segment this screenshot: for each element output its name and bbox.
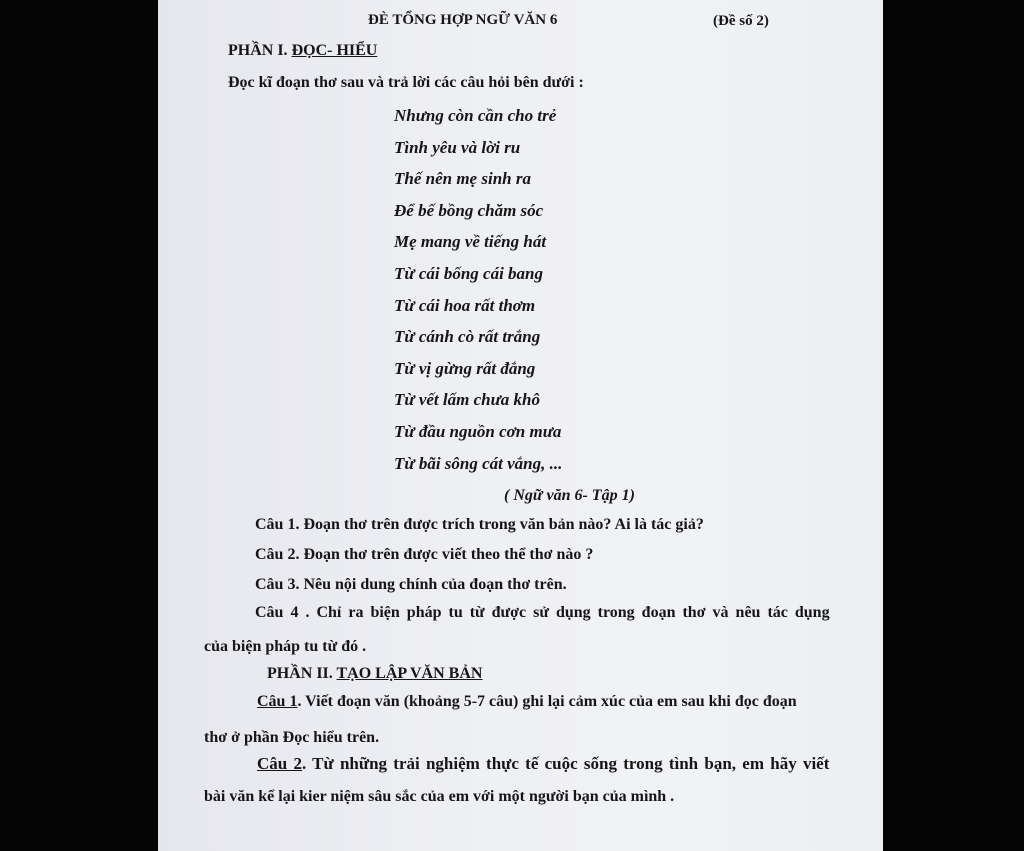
poem-line: Thế nên mẹ sinh ra	[394, 169, 531, 189]
poem-line: Để bế bồng chăm sóc	[394, 200, 544, 220]
exam-page	[158, 0, 883, 851]
poem-line: Tình yêu và lời ru	[394, 137, 521, 157]
poem-line: Mẹ mang về tiếng hát	[394, 232, 547, 252]
poem-line: Nhưng còn cần cho trẻ	[394, 106, 557, 125]
question-1: Câu 1. Đoạn thơ trên được trích trong văn bản nào? Ai là tác giả?	[255, 516, 704, 533]
part2-title: TẠO LẬP VĂN BẢN	[336, 665, 483, 682]
part2-label: PHẦN II.	[267, 665, 333, 682]
poem-line: Từ cánh cò rất trắng	[394, 327, 541, 347]
part2-heading	[267, 665, 482, 683]
writing-task-2	[257, 754, 829, 774]
question-3: Câu 3. Nêu nội dung chính của đoạn thơ trên.	[255, 576, 567, 593]
question-4-continued: của biện pháp tu từ đó .	[204, 638, 367, 655]
poem-line: Từ vết lấm chưa khô	[394, 390, 540, 410]
part1-label: PHẦN I.	[228, 42, 288, 59]
poem-source: ( Ngữ văn 6- Tập 1)	[504, 487, 635, 504]
writing-task-1-continued: thơ ở phần Đọc hiểu trên.	[204, 729, 380, 746]
part1-heading	[228, 42, 377, 60]
writing-task-1	[257, 693, 797, 711]
exam-title: ĐÈ TỔNG HỢP NGỮ VĂN 6	[368, 12, 558, 28]
poem-line: Từ bãi sông cát vắng, ...	[394, 453, 563, 473]
part1-instruction: Đọc kĩ đoạn thơ sau và trả lời các câu hỏi bên dưới :	[228, 74, 584, 91]
question-2: Câu 2. Đoạn thơ trên được viết theo thể thơ nào ?	[255, 546, 594, 563]
question-4: Câu 4 . Chỉ ra biện pháp tu từ được sử dụng trong đoạn thơ và nêu tác dụng	[255, 604, 830, 621]
exam-number: (Đề số 2)	[713, 13, 769, 29]
poem-line: Từ vị gừng rất đắng	[394, 358, 536, 378]
task-2-text: . Từ những trải nghiệm thực tế cuộc sống trong tình bạn, em hãy viết	[301, 754, 830, 773]
poem-line: Từ cái bống cái bang	[394, 263, 544, 283]
task-1-label: Câu 1	[257, 693, 298, 710]
poem	[394, 104, 562, 483]
poem-line: Từ đầu nguồn cơn mưa	[394, 421, 562, 441]
task-2-label: Câu 2	[257, 754, 302, 773]
task-1-text: . Viết đoạn văn (khoảng 5-7 câu) ghi lại cảm xúc của em sau khi đọc đoạn	[297, 693, 797, 710]
part1-title: ĐỌC- HIỂU	[291, 42, 378, 59]
writing-task-2-continued: bài văn kể lại kier niệm sâu sắc của em với một người bạn của mình .	[204, 788, 675, 805]
poem-line: Từ cái hoa rất thơm	[394, 295, 536, 315]
